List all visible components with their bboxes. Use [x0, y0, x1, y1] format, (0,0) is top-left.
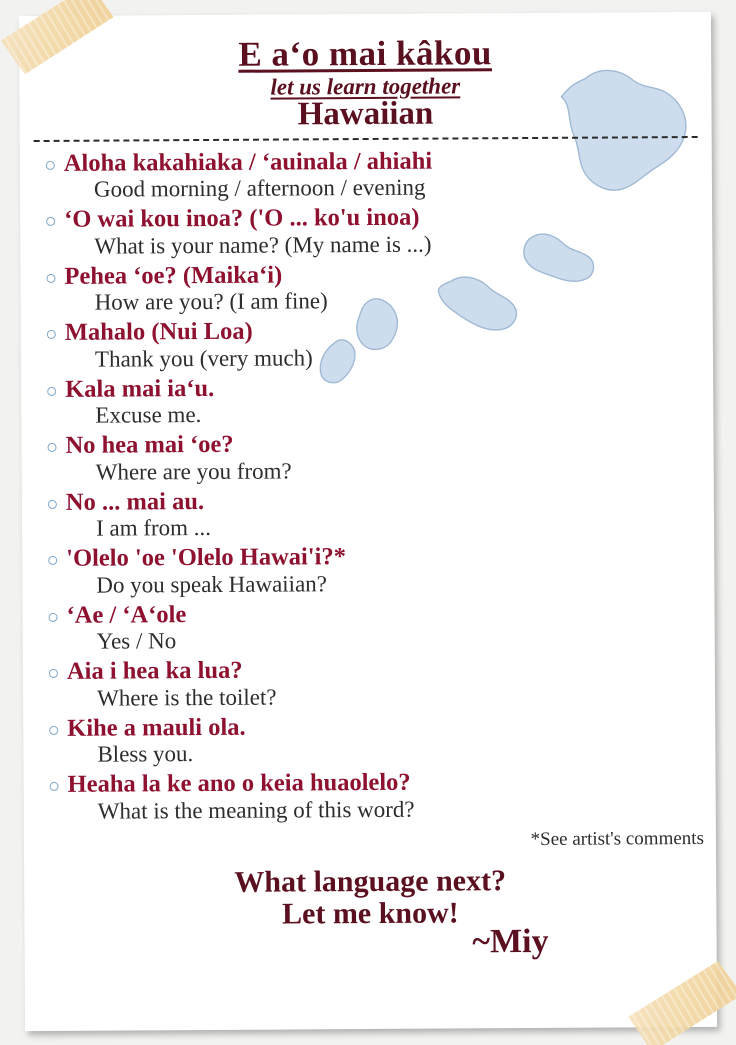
list-item — [47, 371, 713, 430]
phrase-hawaiian-text: Aloha kakahiaka / ʻauinala / ahiahi — [63, 147, 433, 177]
phrase-hawaiian-text: Pehea ʻoe? (Maikaʻi) — [64, 261, 283, 290]
phrase-hawaiian-text: Heaha la ke ano o keia huaolelo? — [67, 768, 411, 798]
page-subtitle: let us learn together — [270, 73, 461, 100]
bullet-icon — [49, 669, 58, 678]
footnote: *See artist's comments — [530, 827, 705, 850]
phrase-english: What is your name? (My name is ...) — [94, 231, 432, 259]
phrase-hawaiian-text: Aia i hea ka lua? — [66, 656, 243, 685]
bullet-icon — [49, 725, 58, 734]
divider — [34, 136, 698, 142]
bullet-icon — [48, 443, 57, 452]
bullet-icon — [50, 782, 59, 791]
list-item — [46, 258, 712, 317]
bullet-icon — [46, 160, 55, 169]
phrase-hawaiian — [50, 767, 716, 800]
phrase-english: Where are you from? — [95, 458, 292, 485]
phrase-hawaiian — [48, 484, 714, 517]
poster-content — [19, 12, 717, 1031]
title-block — [19, 12, 712, 134]
phrase-hawaiian-text: Kala mai iaʻu. — [65, 374, 215, 403]
list-item — [48, 541, 714, 600]
phrase-english: Do you speak Hawaiian? — [96, 571, 328, 598]
phrase-hawaiian — [48, 597, 714, 630]
language-name: Hawaiian — [297, 95, 434, 133]
phrase-list — [20, 145, 716, 825]
phrase-hawaiian — [46, 202, 712, 235]
phrase-english: What is the meaning of this word? — [97, 796, 415, 824]
phrase-hawaiian — [47, 428, 713, 461]
list-item — [47, 315, 713, 374]
phrase-hawaiian — [48, 541, 714, 574]
phrase-hawaiian-text: No ... mai au. — [65, 487, 205, 516]
bullet-icon — [47, 386, 56, 395]
bullet-icon — [46, 217, 55, 226]
signature: ~Miy — [472, 923, 549, 961]
phrase-hawaiian-text: No hea mai ʻoe? — [65, 430, 234, 459]
phrase-hawaiian — [49, 654, 715, 687]
phrase-english: Yes / No — [96, 628, 177, 655]
closing-line-1: What language next? — [234, 863, 507, 899]
phrase-hawaiian — [47, 315, 713, 348]
page-title: E aʻo mai kâkou — [238, 33, 493, 74]
bullet-icon — [49, 612, 58, 621]
phrase-hawaiian — [49, 710, 715, 743]
bullet-icon — [47, 330, 56, 339]
phrase-english: Bless you. — [97, 741, 194, 768]
closing-line-2: Let me know! — [281, 896, 459, 931]
bullet-icon — [48, 499, 57, 508]
phrase-hawaiian-text: Mahalo (Nui Loa) — [64, 317, 253, 346]
phrase-english: How are you? (I am fine) — [94, 288, 328, 316]
phrase-hawaiian — [47, 371, 713, 404]
phrase-english: Where is the toilet? — [96, 684, 277, 711]
phrase-hawaiian — [46, 258, 712, 291]
list-item — [49, 710, 715, 769]
phrase-english: Thank you (very much) — [94, 345, 313, 372]
list-item — [48, 484, 714, 543]
bullet-icon — [46, 273, 55, 282]
phrase-hawaiian-text: ʻAe / ʻAʻole — [66, 600, 187, 629]
list-item — [46, 145, 712, 204]
phrase-hawaiian — [46, 145, 712, 178]
list-item — [49, 654, 715, 713]
phrase-hawaiian-text: ʻO wai kou inoa? ('O ... ko'u inoa) — [64, 203, 420, 233]
phrase-english: Excuse me. — [95, 402, 202, 429]
list-item — [47, 428, 713, 487]
paper-sheet — [19, 12, 717, 1031]
list-item — [46, 202, 712, 261]
list-item — [50, 767, 716, 826]
phrase-english: I am from ... — [95, 515, 212, 542]
phrase-hawaiian-text: 'Olelo 'oe 'Olelo Hawai'i?* — [66, 543, 346, 572]
list-item — [48, 597, 714, 656]
bullet-icon — [48, 556, 57, 565]
phrase-english: Good morning / afternoon / evening — [93, 175, 426, 203]
phrase-hawaiian-text: Kihe a mauli ola. — [67, 713, 246, 742]
